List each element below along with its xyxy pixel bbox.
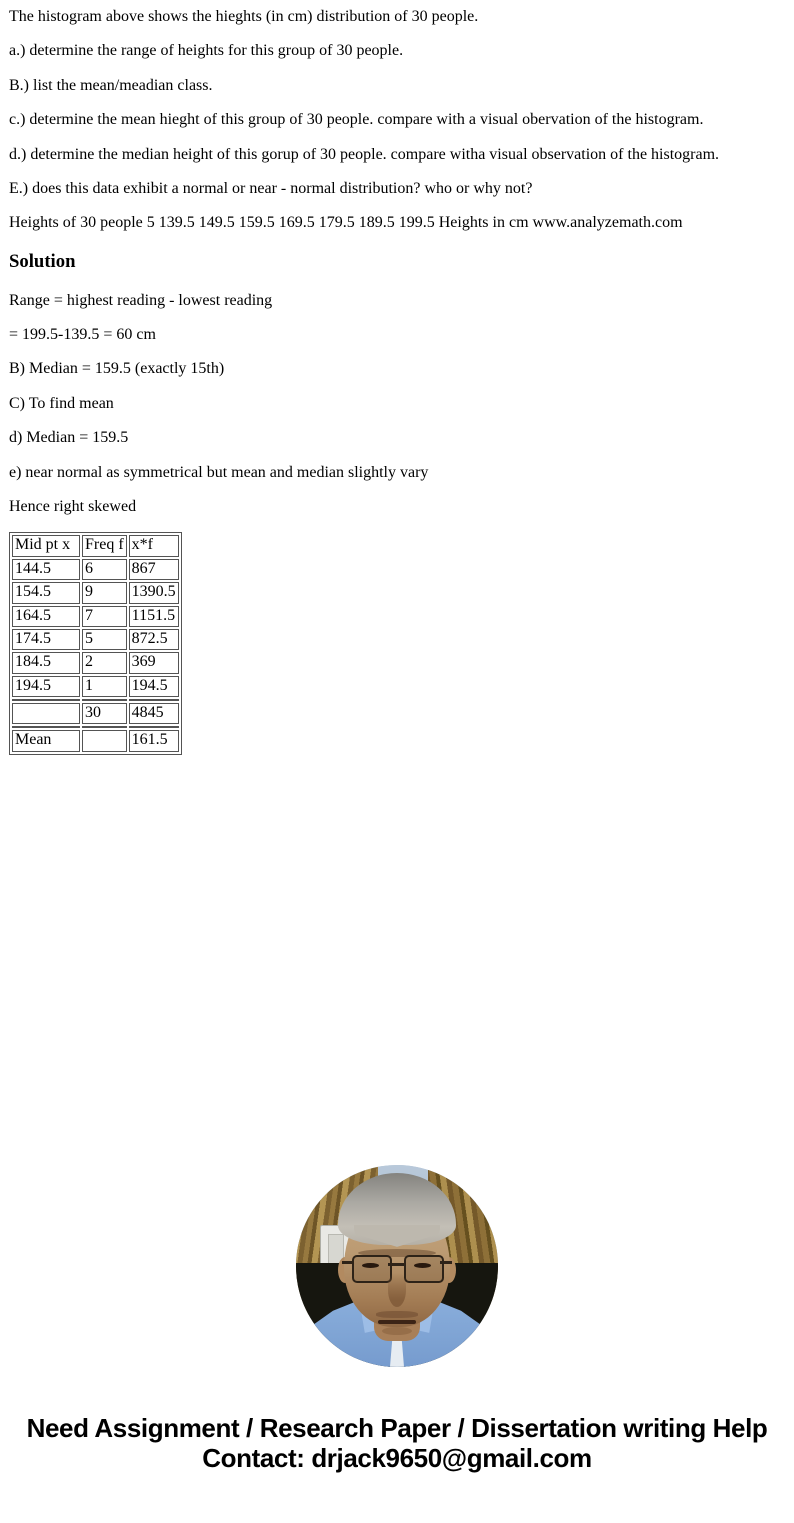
question-line: The histogram above shows the hieghts (in cm) distribution of 30 people.	[9, 8, 479, 25]
avatar-glasses-bridge	[388, 1263, 404, 1266]
table-cell: 1	[82, 676, 127, 697]
table-cell: 4845	[129, 703, 179, 724]
frequency-table	[9, 532, 182, 755]
table-separator-cell	[82, 699, 127, 701]
table-separator-cell	[129, 726, 179, 728]
question-line: c.) determine the mean hieght of this group of 30 people. compare with a visual obervation of the histogram.	[9, 111, 704, 129]
question-block	[9, 8, 785, 233]
table-cell: 9	[82, 582, 127, 603]
table-row	[12, 559, 179, 580]
table-separator-cell	[82, 726, 127, 728]
avatar-mouth	[378, 1320, 416, 1324]
table-separator-cell	[129, 699, 179, 701]
table-row	[12, 676, 179, 697]
avatar-glasses-right-lens	[404, 1255, 444, 1283]
avatar-eye-right	[414, 1263, 431, 1268]
table-cell: 6	[82, 559, 127, 580]
solution-line: d) Median = 159.5	[9, 429, 129, 447]
solution-line: C) To find mean	[9, 394, 114, 412]
table-cell: 872.5	[129, 629, 179, 650]
avatar-eye-left	[362, 1263, 379, 1268]
solution-block	[9, 292, 785, 517]
table-cell: 7	[82, 606, 127, 627]
table-mean-row	[12, 730, 179, 751]
table-cell: 184.5	[12, 652, 80, 673]
question-line: E.) does this data exhibit a normal or near - normal distribution? who or why not?	[9, 179, 533, 197]
table-row	[12, 652, 179, 673]
question-line: B.) list the mean/meadian class.	[9, 76, 213, 94]
avatar-chin-shadow	[382, 1327, 412, 1335]
table-cell: 369	[129, 652, 179, 673]
tutor-photo-avatar	[296, 1165, 498, 1367]
avatar-glasses-temple-right	[440, 1261, 452, 1264]
table-separator-row	[12, 699, 179, 701]
footer-help-text: Need Assignment / Research Paper / Dissertation writing Help	[26, 1412, 768, 1443]
table-cell: 5	[82, 629, 127, 650]
table-header-cell: Freq f	[82, 535, 127, 556]
footer-banner	[11, 1413, 783, 1473]
table-cell: 2	[82, 652, 127, 673]
avatar-mustache	[376, 1311, 418, 1318]
table-cell: 194.5	[12, 676, 80, 697]
question-line: a.) determine the range of heights for this group of 30 people.	[9, 42, 404, 60]
table-separator-row	[12, 726, 179, 728]
avatar-glasses-left-lens	[352, 1255, 392, 1283]
solution-line: Range = highest reading - lowest reading	[9, 291, 273, 309]
table-row	[12, 629, 179, 650]
table-row	[12, 606, 179, 627]
question-line: d.) determine the median height of this gorup of 30 people. compare witha visual observation of the histogram.	[9, 145, 720, 163]
table-separator-cell	[12, 726, 80, 728]
table-cell	[82, 730, 127, 751]
table-cell: Mean	[12, 730, 80, 751]
table-cell: 194.5	[129, 676, 179, 697]
table-cell: 174.5	[12, 629, 80, 650]
table-cell: 154.5	[12, 582, 80, 603]
avatar-nose	[388, 1273, 406, 1307]
table-header-cell: x*f	[129, 535, 179, 556]
solution-line: = 199.5-139.5 = 60 cm	[9, 326, 156, 343]
footer-contact-text: Contact: drjack9650@gmail.com	[202, 1442, 592, 1473]
question-line: Heights of 30 people 5 139.5 149.5 159.5 169.5 179.5 189.5 199.5 Heights in cm www.analyzemath.com	[9, 214, 683, 232]
table-cell: 867	[129, 559, 179, 580]
table-cell: 161.5	[129, 730, 179, 751]
table-cell: 1390.5	[129, 582, 179, 603]
table-cell: 164.5	[12, 606, 80, 627]
table-header-cell: Mid pt x	[12, 535, 80, 556]
table-row	[12, 582, 179, 603]
solution-line: B) Median = 159.5 (exactly 15th)	[9, 360, 225, 378]
table-cell: 30	[82, 703, 127, 724]
solution-line: e) near normal as symmetrical but mean and median slightly vary	[9, 463, 429, 481]
solution-heading: Solution	[9, 251, 76, 273]
table-totals-row	[12, 703, 179, 724]
table-cell	[12, 703, 80, 724]
table-header-row	[12, 535, 179, 556]
table-cell: 144.5	[12, 559, 80, 580]
table-separator-cell	[12, 699, 80, 701]
avatar-glasses-temple-left	[342, 1261, 354, 1264]
table-cell: 1151.5	[129, 606, 179, 627]
solution-line: Hence right skewed	[9, 497, 137, 515]
